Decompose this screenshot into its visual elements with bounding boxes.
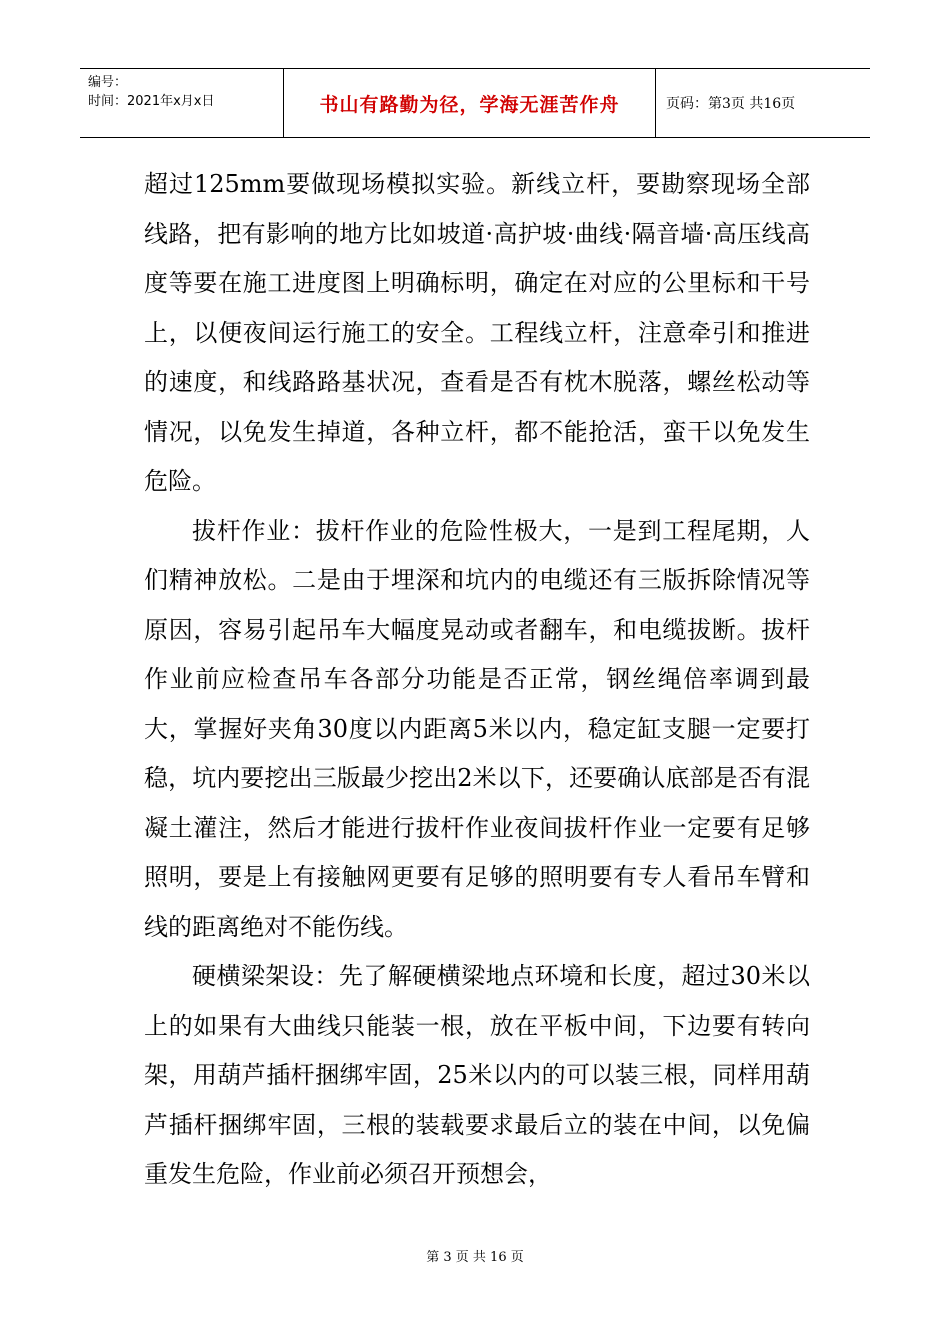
header-motto: 书山有路勤为径，学海无涯苦作舟 — [283, 69, 656, 137]
header-page-code: 页码：第3页 共16页 — [666, 96, 796, 112]
paragraph-beam-erection: 硬横梁架设：先了解硬横梁地点环境和长度，超过30米以上的如果有大曲线只能装一根，放在平板中间，下边要有转向架，用葫芦插杆捆绑牢固，25米以内的可以装三根，同样用葫芦插杆捆绑牢固，三根的装载要求最后立的装在中间，以免偏重发生危险，作业前必须召开预想会， — [144, 962, 810, 1188]
number-label: 编号： — [88, 75, 128, 90]
document-body — [144, 160, 810, 1200]
page-footer: 第 3 页 共 16 页 — [426, 1250, 524, 1265]
page-header — [80, 68, 870, 138]
time-label: 时间：2021年x月x日 — [88, 94, 215, 109]
header-meta — [80, 69, 283, 137]
paragraph-pole-removal: 拔杆作业：拔杆作业的危险性极大，一是到工程尾期，人们精神放松。二是由于埋深和坑内的电缆还有三版拆除情况等原因，容易引起吊车大幅度晃动或者翻车，和电缆拔断。拔杆作业前应检查吊车各部分功能是否正常，钢丝绳倍率调到最大，掌握好夹角30度以内距离5米以内，稳定缸支腿一定要打稳，坑内要挖出三版最少挖出2米以下，还要确认底部是否有混凝土灌注，然后才能进行拔杆作业夜间拔杆作业一定要有足够照明，要是上有接触网更要有足够的照明要有专人看吊车臂和线的距离绝对不能伤线。 — [144, 516, 810, 941]
paragraph-continuation: 超过125mm要做现场模拟实验。新线立杆，要勘察现场全部线路，把有影响的地方比如坡道·高护坡·曲线·隔音墙·高压线高度等要在施工进度图上明确标明，确定在对应的公里标和干号上，以便夜间运行施工的安全。工程线立杆，注意牵引和推进的速度，和线路路基状况，查看是否有枕木脱落，螺丝松动等情况，以免发生掉道，各种立杆，都不能抢活，蛮干以免发生危险。 — [144, 170, 810, 495]
